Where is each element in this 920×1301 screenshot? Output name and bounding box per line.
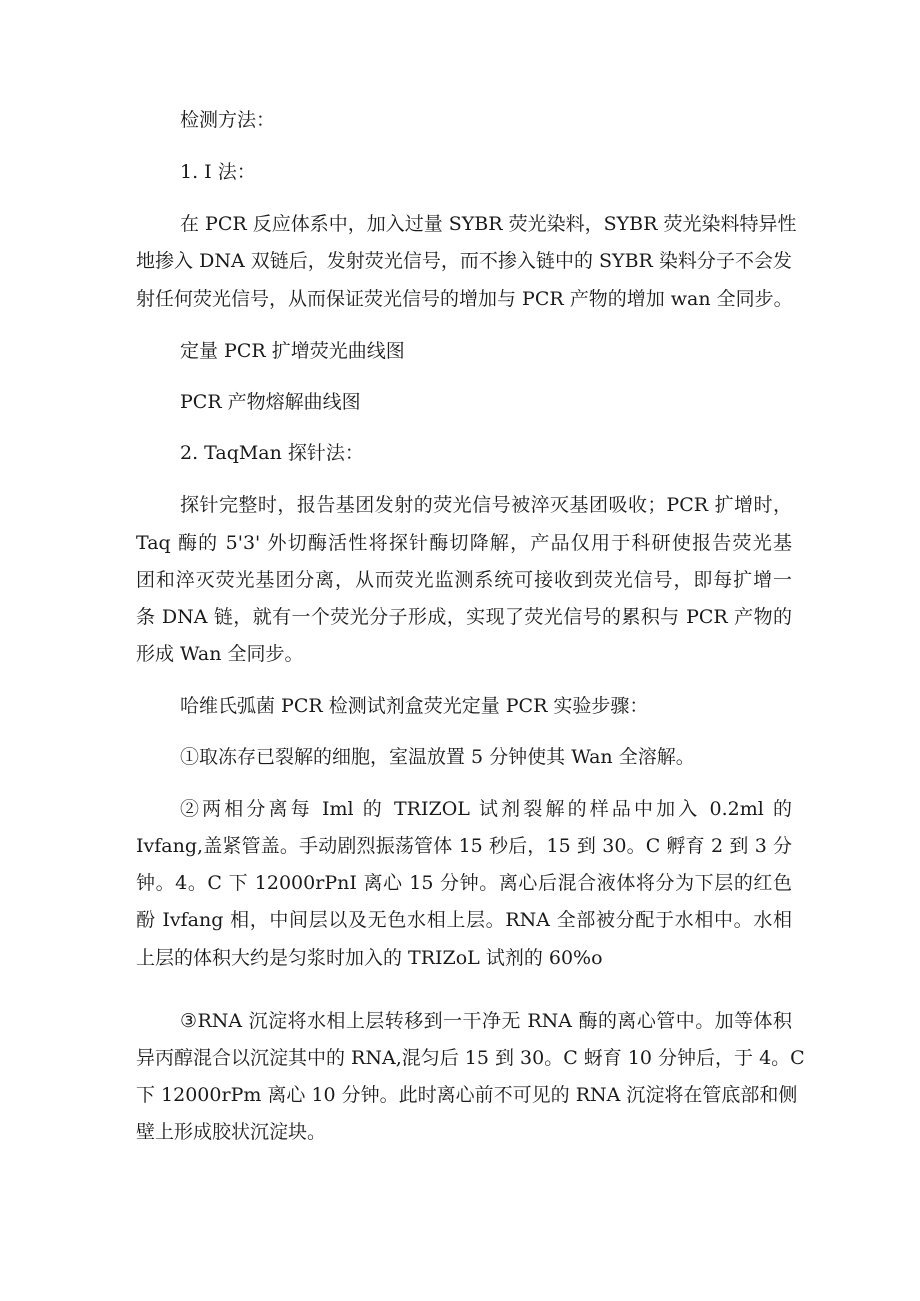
step2-line-4: 酚 Ivfang 相，中间层以及无色水相上层。RNA 全部被分配于水相中。水相 <box>136 909 792 931</box>
step3-line-3: 下 12000rPm 离心 10 分钟。此时离心前不可见的 RNA 沉淀将在管底部和侧 <box>136 1084 798 1106</box>
step2-line-5: 上层的体积大约是匀浆时加入的 TRIZoL 试剂的 60%o <box>136 947 603 969</box>
method1-title: 1. I 法： <box>180 161 256 183</box>
method2-line-1: 探针完整时，报告基团发射的荧光信号被淬灭基团吸收；PCR 扩增时， <box>180 494 792 516</box>
step3-line-2: 异丙醇混合以沉淀其中的 RNA,混匀后 15 到 30。C 蚜育 10 分钟后，于 4。C <box>136 1047 805 1069</box>
method1-line-3: 射任何荧光信号，从而保证荧光信号的增加与 PCR 产物的增加 wan 全同步。 <box>136 288 793 310</box>
method2-line-3: 团和淬灭荧光基团分离，从而荧光监测系统可接收到荧光信号，即每扩增一 <box>136 569 792 591</box>
method1-line-1: 在 PCR 反应体系中，加入过量 SYBR 荧光染料，SYBR 荧光染料特异性 <box>180 213 797 235</box>
method1-line-2: 地掺入 DNA 双链后，发射荧光信号，而不掺入链中的 SYBR 染料分子不会发 <box>136 250 792 272</box>
step-1: ①取冻存已裂解的细胞，室温放置 5 分钟使其 Wan 全溶解。 <box>180 746 695 768</box>
method2-line-5: 形成 Wan 全同步。 <box>136 643 304 665</box>
step2-line-1: ②两相分离每 Iml 的 TRIZOL 试剂裂解的样品中加入 0.2ml 的 <box>180 798 792 820</box>
figure-caption-amplification: 定量 PCR 扩增荧光曲线图 <box>180 340 405 362</box>
step3-line-4: 壁上形成胶状沉淀块。 <box>136 1121 327 1143</box>
section-heading: 检测方法： <box>180 109 276 131</box>
method2-line-2: Taq 酶的 5'3' 外切酶活性将探针酶切降解，产品仅用于科研使报告荧光基 <box>136 532 792 554</box>
steps-title: 哈维氏弧菌 PCR 检测试剂盒荧光定量 PCR 实验步骤： <box>180 695 649 717</box>
method2-title: 2. TaqMan 探针法： <box>180 442 364 464</box>
step3-line-1: ③RNA 沉淀将水相上层转移到一干净无 RNA 酶的离心管中。加等体积 <box>180 1010 792 1032</box>
step2-line-3: 钟。4。C 下 12000rPnI 离心 15 分钟。离心后混合液体将分为下层的红色 <box>136 872 792 894</box>
step2-line-2: Ivfang,盖紧管盖。手动剧烈振荡管体 15 秒后，15 到 30。C 孵育 2 到 3 分 <box>136 835 792 857</box>
figure-caption-melting: PCR 产物熔解曲线图 <box>180 391 361 413</box>
method2-line-4: 条 DNA 链，就有一个荧光分子形成，实现了荧光信号的累积与 PCR 产物的 <box>136 606 792 628</box>
